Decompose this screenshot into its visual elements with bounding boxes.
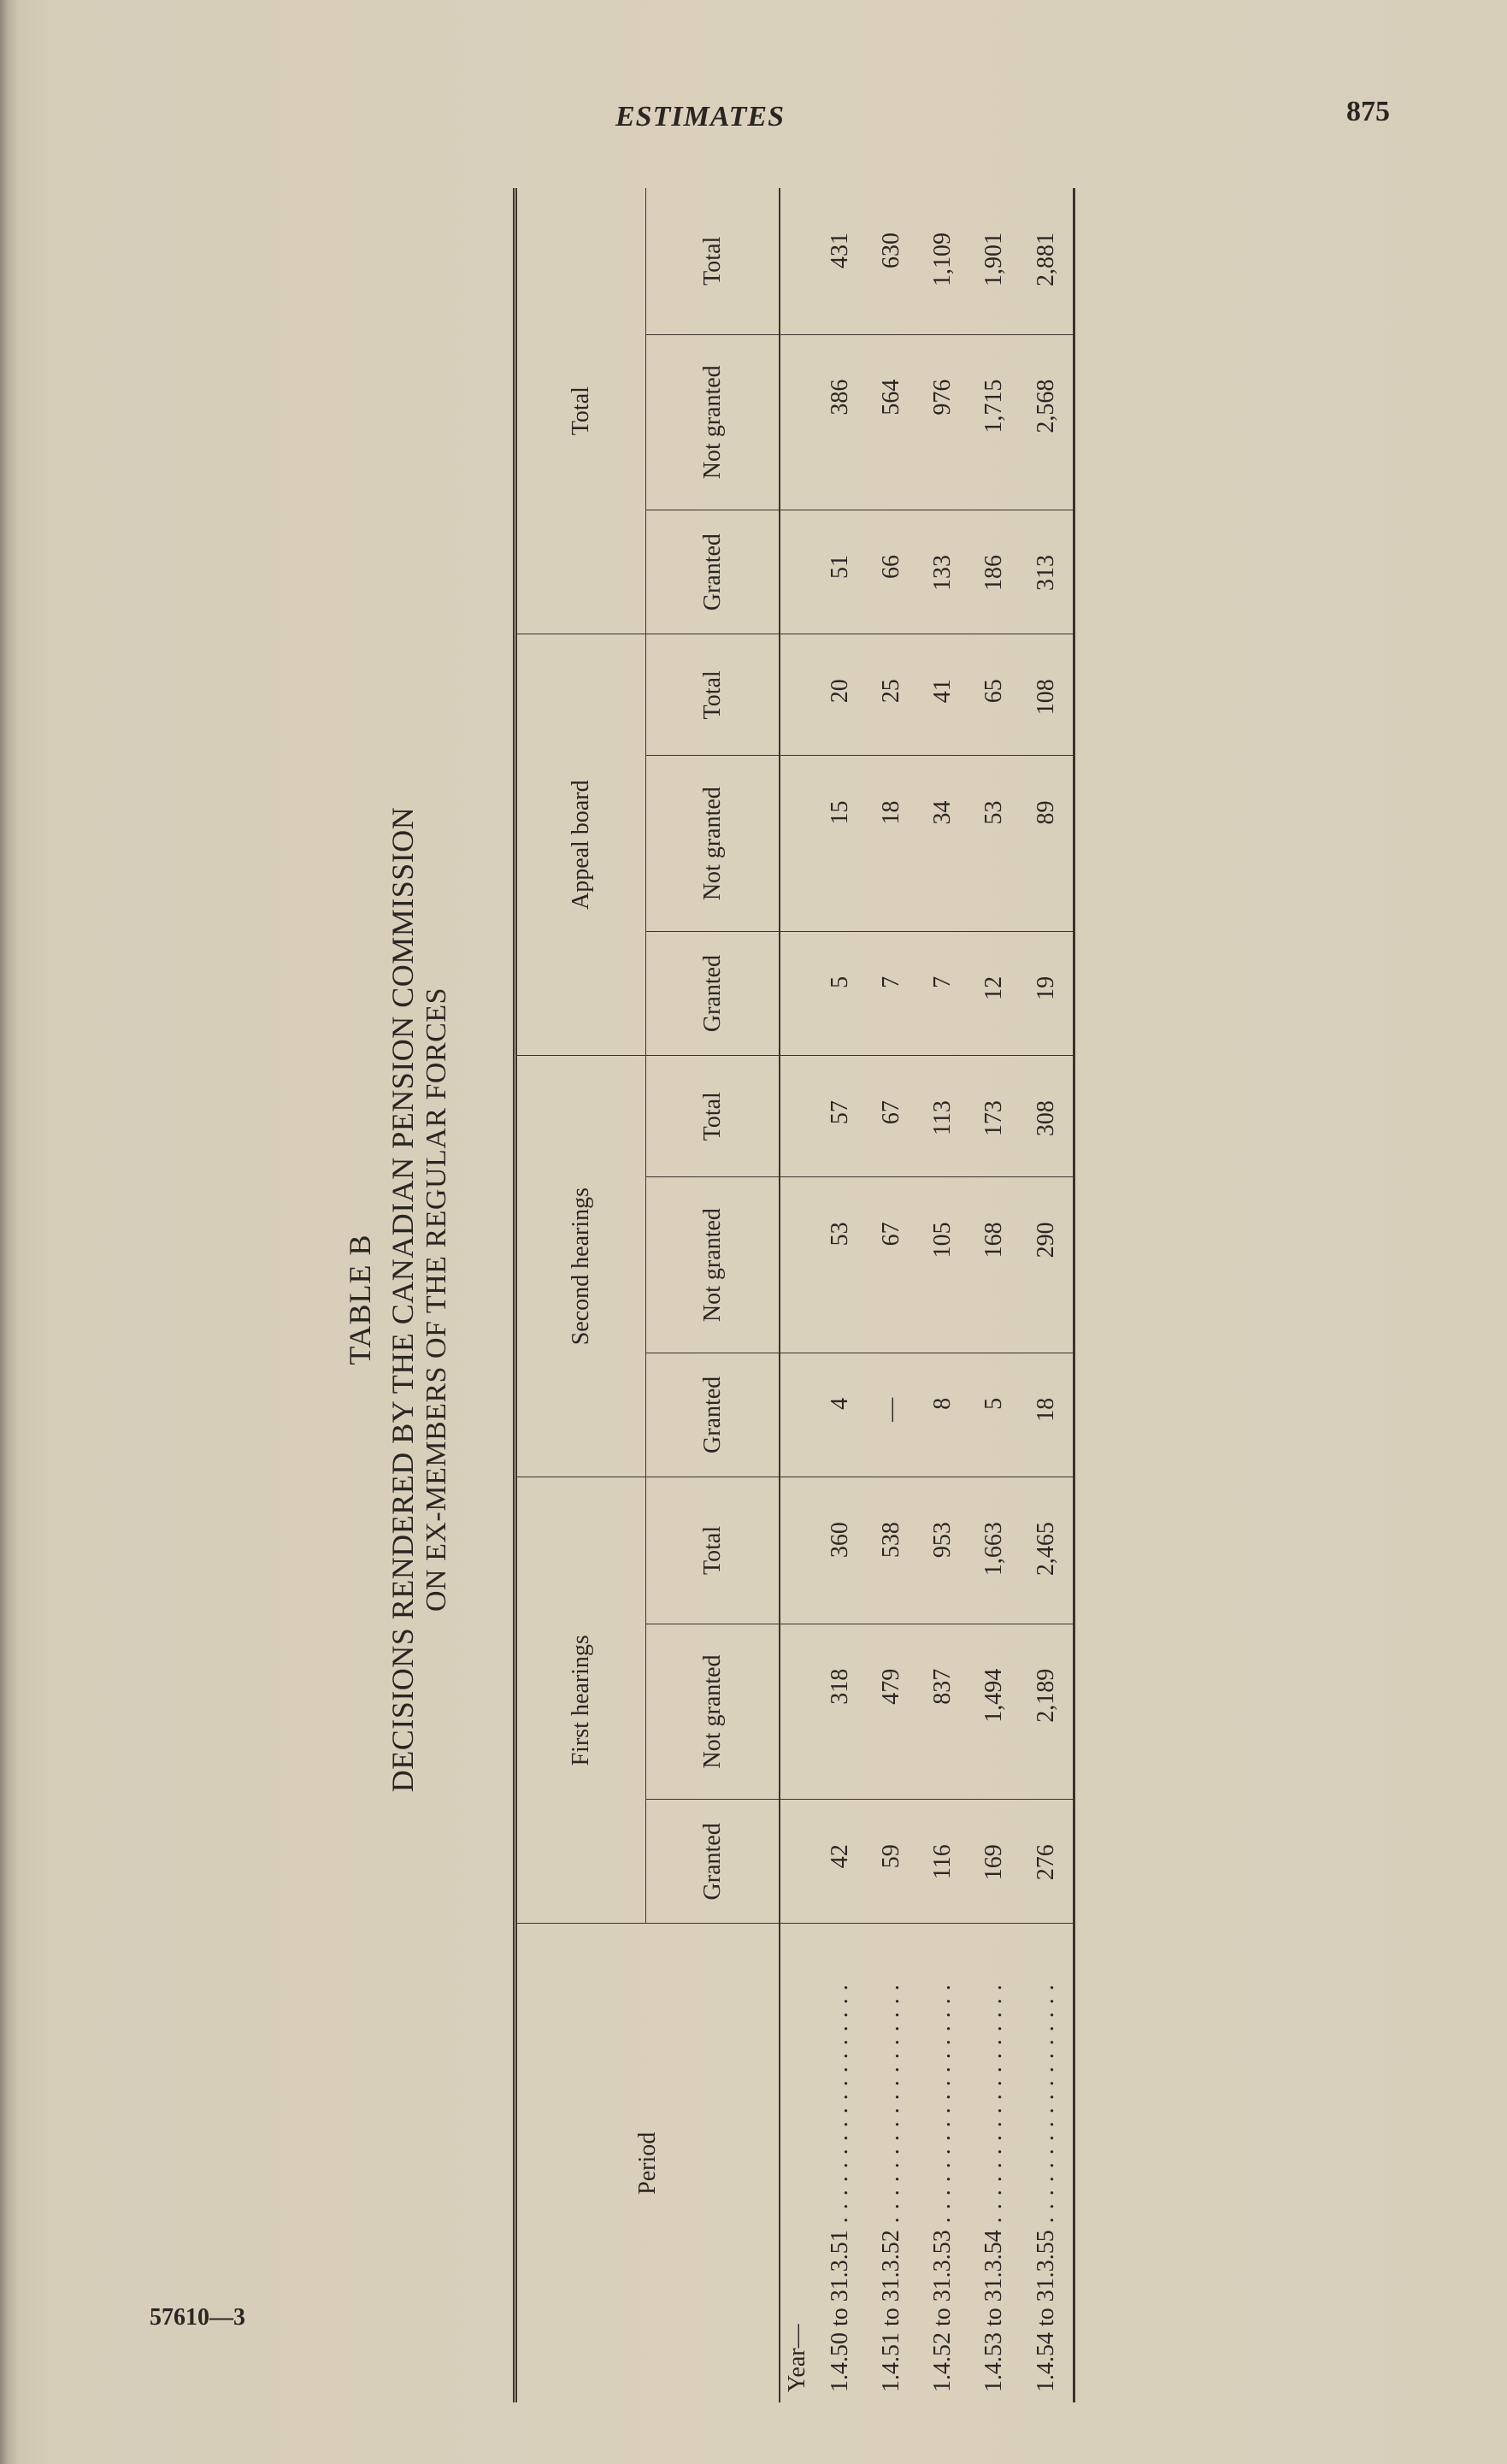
subheader-total: Total: [646, 634, 780, 756]
value-cell: 173: [968, 1056, 1020, 1177]
table-label: TABLE B: [343, 1234, 377, 1365]
value-cell: 186: [968, 510, 1020, 634]
page-number: 875: [1346, 96, 1390, 127]
value-cell: 564: [866, 334, 917, 510]
table-row: [815, 188, 866, 2402]
value-cell: 34: [917, 756, 968, 931]
value-cell: 630: [866, 188, 917, 334]
value-cell: 133: [917, 510, 968, 634]
footer-code: 57610—3: [150, 2304, 245, 2331]
group-header-first-hearings: First hearings: [515, 1477, 646, 1924]
value-cell: 169: [968, 1800, 1020, 1924]
value-cell: 308: [1020, 1056, 1074, 1177]
period-header: Period: [515, 1924, 780, 2402]
group-header-total: Total: [515, 188, 646, 634]
subheader-granted: Granted: [646, 931, 780, 1055]
value-cell: 66: [866, 510, 917, 634]
value-cell: 318: [815, 1624, 866, 1799]
period-cell: 1.4.50 to 31.3.51 . . . . . . . . . . . . . . . . . .: [827, 1984, 853, 2392]
value-cell: 105: [917, 1177, 968, 1353]
period-cell: 1.4.53 to 31.3.54 . . . . . . . . . . . . . . . . . .: [980, 1984, 1007, 2392]
value-cell: 12: [968, 931, 1020, 1055]
value-cell: 8: [917, 1353, 968, 1477]
value-cell: 67: [866, 1056, 917, 1177]
group-header-appeal-board: Appeal board: [515, 634, 646, 1056]
value-cell: 53: [815, 1177, 866, 1353]
value-cell: 18: [1020, 1353, 1074, 1477]
period-cell: 1.4.52 to 31.3.53 . . . . . . . . . . . . . . . . . .: [929, 1984, 956, 2392]
value-cell: 53: [968, 756, 1020, 931]
group-header-second-hearings: Second hearings: [515, 1056, 646, 1477]
table-row: [1020, 188, 1074, 2402]
year-label: Year—: [784, 2324, 810, 2392]
table-subtitle: ON EX-MEMBERS OF THE REGULAR FORCES: [421, 987, 452, 1612]
value-cell: 20: [815, 634, 866, 756]
value-cell: 41: [917, 634, 968, 756]
value-cell: 67: [866, 1177, 917, 1353]
dot-leader: . . . . . . . . . . . . . . . . . .: [1033, 1984, 1059, 2231]
value-cell: 108: [1020, 634, 1074, 756]
subheader-granted: Granted: [646, 1353, 780, 1477]
table-row: [866, 188, 917, 2402]
subheader-total: Total: [646, 1477, 780, 1624]
period-cell: 1.4.54 to 31.3.55 . . . . . . . . . . . . . . . . . .: [1033, 1984, 1059, 2392]
value-cell: 1,663: [968, 1477, 1020, 1624]
decisions-table: [513, 188, 1075, 2402]
dot-leader: . . . . . . . . . . . . . . . . . .: [878, 1984, 904, 2231]
value-cell: 386: [815, 334, 866, 510]
value-cell: 538: [866, 1477, 917, 1624]
value-cell: 4: [815, 1353, 866, 1477]
table-title: DECISIONS RENDERED BY THE CANADIAN PENSION COMMISSION: [386, 806, 420, 1793]
subheader-not-granted: Not granted: [646, 756, 780, 931]
value-cell: 276: [1020, 1800, 1074, 1924]
value-cell: 19: [1020, 931, 1074, 1055]
value-cell: 1,715: [968, 334, 1020, 510]
table-title-block: [342, 180, 513, 2420]
value-cell: 2,881: [1020, 188, 1074, 334]
value-cell: 2,189: [1020, 1624, 1074, 1799]
value-cell: 5: [815, 931, 866, 1055]
value-cell: 65: [968, 634, 1020, 756]
value-cell: 2,568: [1020, 334, 1074, 510]
dot-leader: . . . . . . . . . . . . . . . . . .: [929, 1984, 956, 2231]
subheader-granted: Granted: [646, 1800, 780, 1924]
value-cell: 976: [917, 334, 968, 510]
dot-leader: . . . . . . . . . . . . . . . . . .: [980, 1984, 1007, 2231]
value-cell: 2,465: [1020, 1477, 1074, 1624]
subheader-not-granted: Not granted: [646, 1177, 780, 1353]
value-cell: 290: [1020, 1177, 1074, 1353]
table-row: [968, 188, 1020, 2402]
value-cell: 25: [866, 634, 917, 756]
period-cell: 1.4.51 to 31.3.52 . . . . . . . . . . . . . . . . . .: [878, 1984, 904, 2392]
value-cell: 479: [866, 1624, 917, 1799]
value-cell: 360: [815, 1477, 866, 1624]
value-cell: 1,494: [968, 1624, 1020, 1799]
subheader-not-granted: Not granted: [646, 1624, 780, 1799]
running-head: ESTIMATES: [615, 101, 785, 133]
value-cell: 837: [917, 1624, 968, 1799]
subheader-total: Total: [646, 1056, 780, 1177]
value-cell: 168: [968, 1177, 1020, 1353]
value-cell: 42: [815, 1800, 866, 1924]
dot-leader: . . . . . . . . . . . . . . . . . .: [827, 1984, 853, 2231]
subheader-granted: Granted: [646, 510, 780, 634]
value-cell: 59: [866, 1800, 917, 1924]
value-cell: 57: [815, 1056, 866, 1177]
value-cell: 116: [917, 1800, 968, 1924]
subheader-not-granted: Not granted: [646, 334, 780, 510]
value-cell: 51: [815, 510, 866, 634]
value-cell: —: [866, 1353, 917, 1477]
value-cell: 313: [1020, 510, 1074, 634]
subheader-total: Total: [646, 188, 780, 334]
value-cell: 113: [917, 1056, 968, 1177]
table-row: [917, 188, 968, 2402]
value-cell: 7: [866, 931, 917, 1055]
value-cell: 953: [917, 1477, 968, 1624]
value-cell: 431: [815, 188, 866, 334]
value-cell: 7: [917, 931, 968, 1055]
rotated-table-block: [342, 180, 1060, 2420]
value-cell: 5: [968, 1353, 1020, 1477]
value-cell: 18: [866, 756, 917, 931]
value-cell: 1,901: [968, 188, 1020, 334]
value-cell: 15: [815, 756, 866, 931]
value-cell: 89: [1020, 756, 1074, 931]
value-cell: 1,109: [917, 188, 968, 334]
